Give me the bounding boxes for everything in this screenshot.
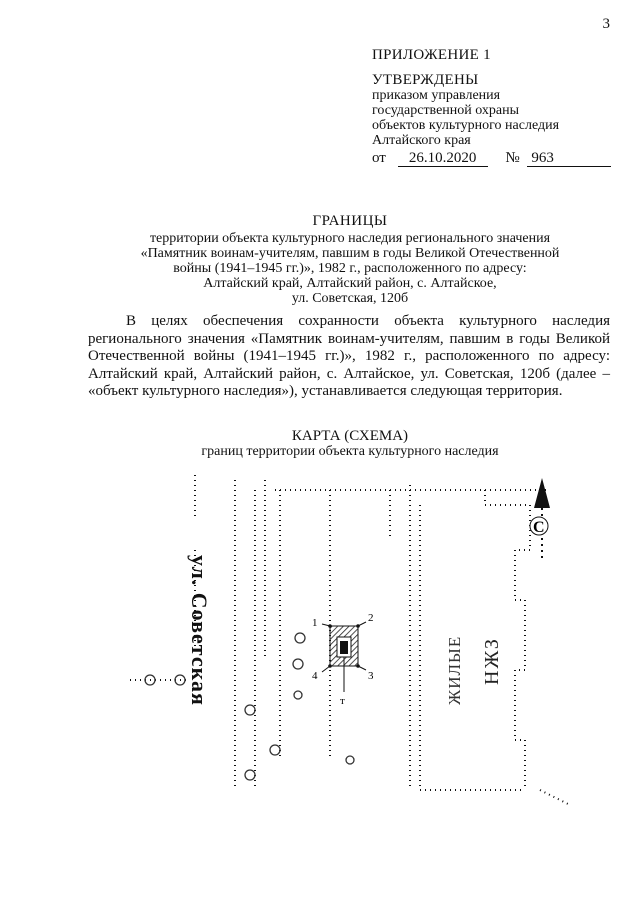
body-text bbox=[88, 313, 610, 401]
trees bbox=[145, 633, 354, 780]
appendix-label: ПРИЛОЖЕНИЕ 1 bbox=[372, 47, 491, 63]
north-label: С bbox=[533, 519, 545, 536]
title-line: Алтайский край, Алтайский район, с. Алтайское, bbox=[203, 276, 497, 291]
document-title: ГРАНИЦЫ bbox=[312, 213, 388, 229]
number-prefix: № bbox=[505, 150, 520, 166]
approval-block bbox=[372, 48, 632, 167]
building-label-2: НЖЗ bbox=[481, 637, 503, 685]
building-label-1-wrap bbox=[445, 636, 464, 705]
title-line: «Памятник воинам-учителям, павшим в годы Великой Отечественной bbox=[140, 246, 560, 261]
date-number-row bbox=[372, 151, 632, 167]
boundary-point-4 bbox=[328, 664, 332, 668]
document-title-block bbox=[80, 214, 620, 306]
point-label-1: 1 bbox=[312, 617, 318, 629]
approval-line: Алтайского края bbox=[372, 133, 471, 148]
boundary-point-3 bbox=[356, 664, 360, 668]
approval-line: приказом управления bbox=[372, 88, 501, 103]
point-label-4: 4 bbox=[312, 670, 318, 682]
street-label: ул. Советская bbox=[187, 555, 212, 706]
title-line: войны (1941–1945 гг.)», 1982 г., расположенного по адресу: bbox=[173, 261, 527, 276]
building-label-2-wrap bbox=[481, 637, 503, 685]
date-prefix: от bbox=[372, 150, 386, 166]
approval-line: государственной охраны bbox=[372, 103, 520, 118]
site-map bbox=[130, 460, 610, 860]
approved-label: УТВЕРЖДЕНЫ bbox=[372, 72, 479, 88]
north-arrow-icon bbox=[534, 478, 550, 508]
point-label-2: 2 bbox=[368, 612, 374, 624]
order-number: 963 bbox=[527, 151, 611, 167]
boundary-point-2 bbox=[356, 624, 360, 628]
approval-line: объектов культурного наследия bbox=[372, 118, 560, 133]
order-date: 26.10.2020 bbox=[398, 151, 488, 167]
center-label: т bbox=[340, 695, 345, 707]
point-label-3: 3 bbox=[368, 670, 374, 682]
monument-icon bbox=[340, 641, 348, 654]
page-number: 3 bbox=[602, 16, 610, 32]
body-paragraph: В целях обеспечения сохранности объекта культурного наследия регионального значения «Памятник воинам-учителям, павшим в годы Великой Отечественной войны (1941–1945 гг.)», 1982 г., расположенного по адресу: Алтайский край, Алтайский район, с. Алтайское, ул. Советская, 120б (далее – «объект культурного наследия»), устанавливается следующая территория. bbox=[88, 313, 610, 400]
boundary-point-1 bbox=[328, 624, 332, 628]
title-line: ул. Советская, 120б bbox=[291, 291, 409, 306]
map-title: КАРТА (СХЕМА) bbox=[291, 428, 409, 444]
map-title-block bbox=[80, 429, 620, 459]
building-label-1: ЖИЛЫЕ bbox=[445, 635, 464, 705]
title-line: территории объекта культурного наследия регионального значения bbox=[149, 231, 551, 246]
map-subtitle: границ территории объекта культурного наследия bbox=[201, 444, 499, 459]
